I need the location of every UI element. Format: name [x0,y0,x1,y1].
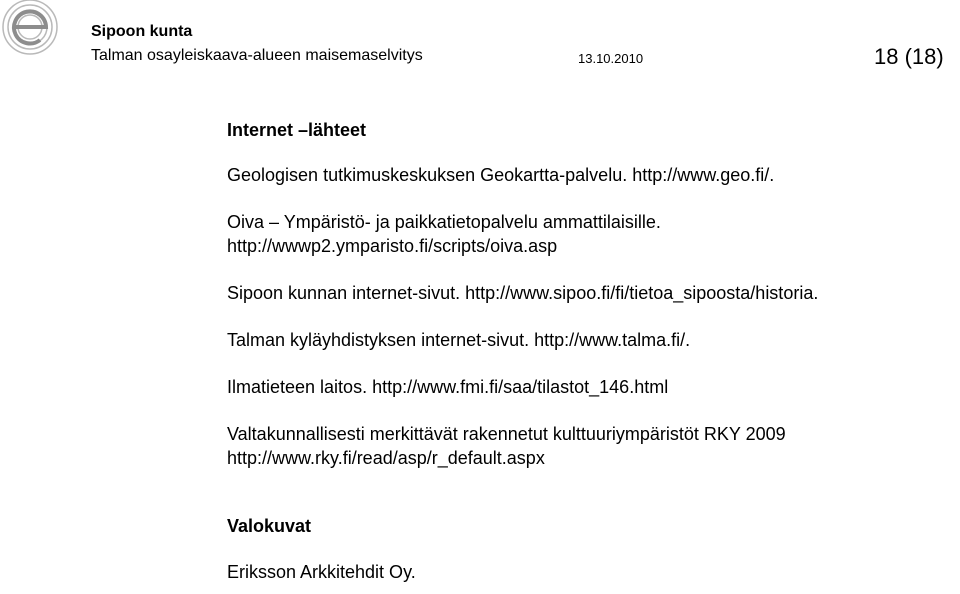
source-line: Talman kyläyhdistyksen internet-sivut. http://www.talma.fi/. [227,330,691,350]
page-number: 18 (18) [874,44,944,69]
source-line: Sipoon kunnan internet-sivut. http://www.sipoo.fi/fi/tietoa_sipoosta/historia. [227,283,819,303]
source-line: Valtakunnallisesti merkittävät rakennetut kulttuuriympäristöt RKY 2009 [227,424,786,444]
source-url: http://www.rky.fi/read/asp/r_default.aspx [227,448,545,468]
source-entry-talma [227,328,947,352]
source-entry-fmi [227,375,947,399]
photo-credit: Eriksson Arkkitehdit Oy. [227,562,416,582]
photos-heading: Valokuvat [227,516,312,536]
source-line: Oiva – Ympäristö- ja paikkatietopalvelu ammattilaisille. [227,212,661,232]
document-body [227,118,947,584]
source-line: Ilmatieteen laitos. http://www.fmi.fi/saa/tilastot_146.html [227,377,669,397]
document-subtitle: Talman osayleiskaava-alueen maisemaselvitys [91,47,423,64]
document-date: 13.10.2010 [578,51,644,66]
source-line: Geologisen tutkimuskeskuksen Geokartta-palvelu. http://www.geo.fi/. [227,165,775,185]
municipality-logo-icon [0,0,60,60]
source-entry-rky [227,422,947,470]
internet-sources-heading: Internet –lähteet [227,120,367,140]
source-entry-geo [227,163,947,187]
source-entry-oiva [227,210,947,258]
company-name: Sipoon kunta [91,23,193,40]
source-url: http://wwwp2.ymparisto.fi/scripts/oiva.asp [227,236,558,256]
source-entry-sipoo [227,281,947,305]
